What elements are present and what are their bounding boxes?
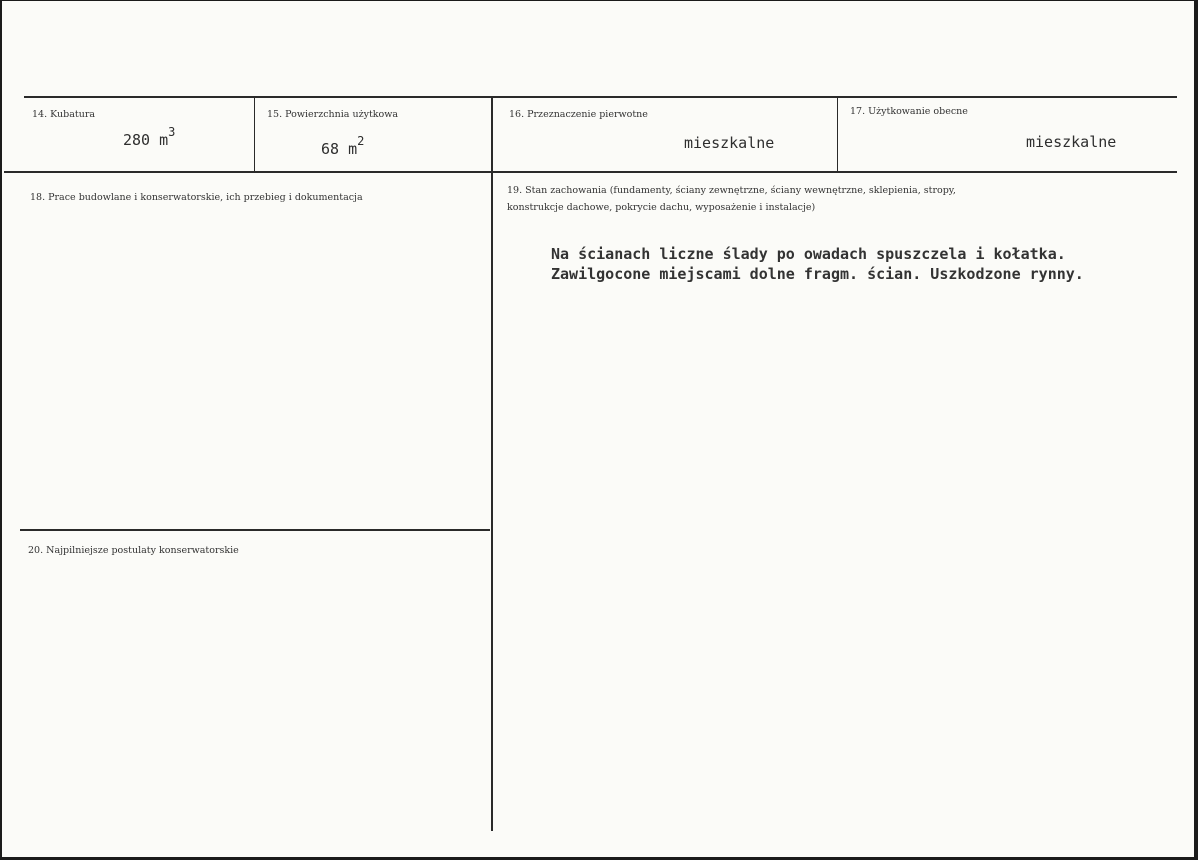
section-18-20-divider [20,529,490,531]
field-19-notes-line-1: Na ścianach liczne ślady po owadach spuszczela i kołatka. [551,245,1066,263]
field-18-label: 18. Prace budowlane i konserwatorskie, ich przebieg i dokumentacja [30,192,363,203]
field-17-value: mieszkalne [1026,133,1117,151]
main-column-divider [491,98,493,831]
field-16-value: mieszkalne [684,134,775,152]
field-15-value [321,134,365,158]
field-14-label: 14. Kubatura [32,109,96,120]
record-card [2,1,1194,857]
field-14-value [123,125,176,149]
field-19-label-line-2: konstrukcje dachowe, pokrycie dachu, wyposażenie i instalacje) [507,202,816,213]
field-19-notes-line-2: Zawilgocone miejscami dolne fragm. ścian. Uszkodzone rynny. [551,265,1084,283]
field-14-number: 280 m [123,131,169,149]
field-15-exponent: 2 [357,134,365,148]
field-14-exponent: 3 [168,125,176,139]
field-15-number: 68 m [321,140,358,158]
top-rule [24,96,1177,98]
field-15-label: 15. Powierzchnia użytkowa [267,109,399,120]
field-17-label: 17. Użytkowanie obecne [850,106,968,117]
divider-14-15 [254,98,255,171]
divider-16-17 [837,98,838,171]
field-19-label-line-1: 19. Stan zachowania (fundamenty, ściany zewnętrzne, ściany wewnętrzne, sklepienia, stropy, [507,185,956,196]
field-19-notes [551,244,1084,284]
middle-rule [4,171,1177,173]
field-20-label: 20. Najpilniejsze postulaty konserwatorskie [28,545,239,556]
field-16-label: 16. Przeznaczenie pierwotne [509,109,648,120]
